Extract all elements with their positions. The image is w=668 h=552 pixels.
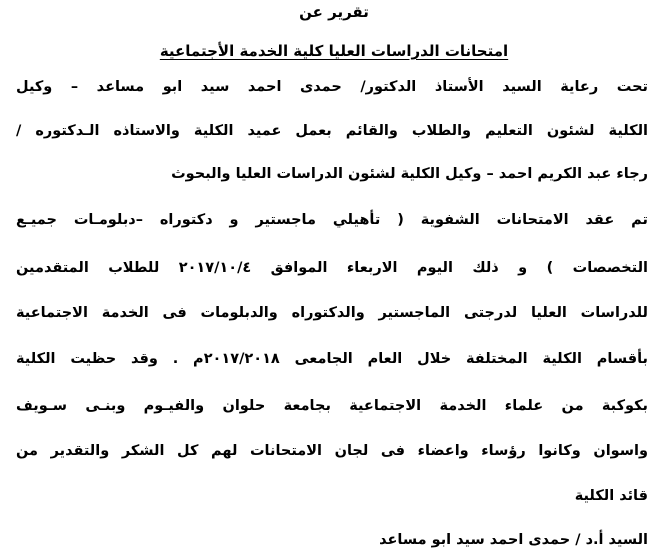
paragraph-line: قائد الكلية bbox=[574, 488, 648, 504]
paragraph-line: رجاء عبد الكريم احمد – وكيل الكلية لشئون الدراسات العليا والبحوث bbox=[171, 166, 648, 182]
paragraph-line: واسوان وكانوا رؤساء واعضاء فى لجان الامتحانات لهم كل الشكر والتقدير من bbox=[16, 443, 648, 459]
paragraph-line: بكوكبة من علماء الخدمة الاجتماعية بجامعة حلوان والفيـوم وبنـى سـويف bbox=[16, 398, 648, 414]
paragraph-line: بأقسام الكلية المختلفة خلال العام الجامعى ٢٠١٧/٢٠١٨م . وقد حظيت الكلية bbox=[16, 351, 648, 367]
paragraph-line: تحت رعاية السيد الأستاذ الدكتور/ حمدى احمد سيد ابو مساعد – وكيل bbox=[16, 79, 648, 95]
paragraph-line: التخصصات ) و ذلك اليوم الاربعاء الموافق ٢٠١٧/١٠/٤ للطلاب المتقدمين bbox=[16, 260, 648, 276]
paragraph-line: الكلية لشئون التعليم والطلاب والقائم بعمل عميد الكلية والاستاذه الـدكتوره / bbox=[16, 123, 648, 139]
paragraph-line: تم عقد الامتحانات الشفوية ( تأهيلي ماجستير و دكتوراه –دبلومـات جميـع bbox=[16, 212, 648, 228]
paragraph-line: للدراسات العليا لدرجتى الماجستير والدكتوراه والدبلومات فى الخدمة الاجتماعية bbox=[16, 305, 648, 321]
report-title: تقرير عن bbox=[299, 3, 369, 21]
signature-line: السيد أ.د / حمدى احمد سيد ابو مساعد bbox=[379, 532, 648, 548]
report-subtitle: امتحانات الدراسات العليا كلية الخدمة الأجتماعية bbox=[159, 42, 509, 60]
